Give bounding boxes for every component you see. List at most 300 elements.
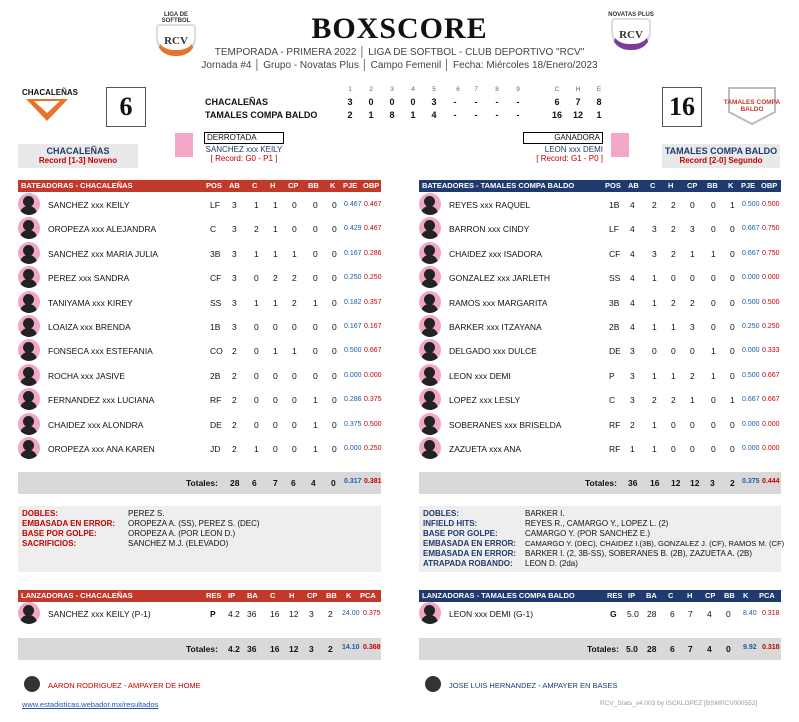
stat-cell: 0 bbox=[332, 248, 337, 259]
table-row bbox=[18, 193, 381, 217]
stat-cell: 0 bbox=[690, 419, 695, 430]
stat-cell: 2 bbox=[671, 224, 676, 235]
player-name: SOBERANES xxx BRISELDA bbox=[449, 419, 562, 430]
player-avatar-icon bbox=[419, 217, 441, 239]
stat-cell: 0.000 bbox=[742, 420, 760, 428]
stat-cell: 0 bbox=[332, 322, 337, 332]
away-team-box: CHACALEÑAS Record [1-3] Noveno bbox=[18, 144, 138, 168]
stat-cell: 3 bbox=[232, 297, 237, 308]
stat-cell: 0 bbox=[671, 273, 676, 284]
stat-cell: 0 bbox=[313, 224, 318, 235]
stat-cell: 0 bbox=[690, 273, 695, 284]
player-avatar-icon bbox=[18, 339, 40, 361]
stat-cell: 0.667 bbox=[742, 396, 760, 404]
stat-cell: 1 bbox=[652, 273, 657, 284]
stat-cell: 2B bbox=[609, 322, 620, 332]
stat-cell: 0.000 bbox=[762, 420, 780, 428]
note-value: PEREZ S. bbox=[128, 509, 165, 518]
stat-cell: 3 bbox=[232, 200, 237, 210]
stat-cell: 0 bbox=[254, 322, 259, 332]
stat-cell: 2 bbox=[630, 419, 635, 430]
player-avatar-icon bbox=[18, 413, 40, 435]
stat-cell: 3 bbox=[630, 346, 635, 357]
note-row: SACRIFICIOS: bbox=[22, 539, 77, 548]
stat-cell: 0.667 bbox=[742, 225, 760, 233]
player-name: ROCHA xxx JASIVE bbox=[48, 370, 125, 381]
stat-cell: CF bbox=[210, 273, 222, 284]
stat-cell: 2 bbox=[232, 346, 237, 357]
away-batting-totals: Totales: 28 6 7 6 4 0 0.317 0.381 bbox=[18, 472, 381, 494]
player-avatar-icon bbox=[419, 242, 441, 264]
loss-decision: DERROTADA SANCHEZ xxx KEILY [ Record: G0 - P1 ] bbox=[205, 133, 283, 163]
stat-cell: 0 bbox=[332, 273, 337, 284]
note-row: BASE POR GOLPE: bbox=[423, 529, 498, 538]
home-team-logo: TAMALES COMPA BALDO bbox=[723, 86, 781, 126]
stat-cell: 0.500 bbox=[742, 298, 760, 306]
player-avatar-icon bbox=[419, 364, 441, 386]
note-row: DOBLES: bbox=[423, 509, 459, 518]
stat-cell: 2 bbox=[292, 273, 297, 284]
stat-cell: 3B bbox=[609, 297, 620, 308]
stat-cell: 1 bbox=[671, 322, 676, 332]
stat-cell: 0 bbox=[711, 297, 716, 308]
player-avatar-icon bbox=[419, 291, 441, 313]
stat-cell: 0 bbox=[332, 370, 337, 381]
stat-cell: 2 bbox=[232, 419, 237, 430]
stat-cell: RF bbox=[210, 395, 222, 406]
stat-cell: 0 bbox=[313, 200, 318, 210]
stat-cell: 2 bbox=[671, 200, 676, 210]
table-row bbox=[18, 242, 381, 266]
note-row: EMBASADA EN ERROR: bbox=[423, 539, 517, 548]
table-row bbox=[419, 388, 782, 412]
loss-pitcher-photo bbox=[175, 133, 193, 157]
player-name: SANCHEZ xxx KEILY bbox=[48, 200, 130, 210]
home-score: 16 bbox=[662, 87, 702, 127]
away-notes bbox=[18, 506, 381, 572]
stat-cell: 2 bbox=[232, 370, 237, 381]
stat-cell: 0 bbox=[730, 322, 735, 332]
stat-cell: 0 bbox=[273, 444, 278, 454]
stat-cell: 0.500 bbox=[364, 420, 382, 428]
stat-cell: 0.167 bbox=[344, 249, 362, 257]
stat-cell: 0 bbox=[254, 419, 259, 430]
stat-cell: 1 bbox=[652, 322, 657, 332]
stat-cell: 2 bbox=[273, 273, 278, 284]
stat-cell: 0 bbox=[273, 322, 278, 332]
stat-cell: 0 bbox=[273, 370, 278, 381]
stat-cell: 0.500 bbox=[344, 347, 362, 355]
stat-cell: 0.000 bbox=[742, 347, 760, 355]
stat-cell: 1 bbox=[292, 346, 297, 357]
stat-cell: RF bbox=[609, 444, 621, 454]
player-avatar-icon bbox=[18, 315, 40, 337]
stat-cell: 0.467 bbox=[364, 225, 382, 233]
stat-cell: 0 bbox=[671, 346, 676, 357]
stat-cell: 0 bbox=[273, 419, 278, 430]
away-score: 6 bbox=[106, 87, 146, 127]
player-avatar-icon bbox=[419, 602, 441, 624]
stat-cell: 1 bbox=[273, 200, 278, 210]
player-name: CHAIDEZ xxx ISADORA bbox=[449, 248, 543, 259]
stat-cell: 0 bbox=[671, 419, 676, 430]
stat-cell: 0.000 bbox=[742, 274, 760, 282]
umpire-icon bbox=[425, 676, 441, 692]
stat-cell: 0 bbox=[254, 395, 259, 406]
note-value: LEON D. (2da) bbox=[525, 559, 578, 568]
player-name: LEON xxx DEMI bbox=[449, 370, 511, 381]
season-line: TEMPORADA - PRIMERA 2022 │ LIGA DE SOFTBOL - CLUB DEPORTIVO "RCV" bbox=[214, 47, 585, 58]
stat-cell: 3 bbox=[630, 370, 635, 381]
stat-cell: 2 bbox=[671, 395, 676, 406]
table-row bbox=[18, 339, 381, 363]
table-row bbox=[419, 364, 782, 388]
table-row bbox=[419, 291, 782, 315]
stat-cell: 0.750 bbox=[762, 225, 780, 233]
stat-cell: 0.667 bbox=[364, 347, 382, 355]
stat-cell: 0.000 bbox=[344, 371, 362, 379]
stat-cell: 0.250 bbox=[742, 323, 760, 330]
player-name: BARRON xxx CINDY bbox=[449, 224, 530, 235]
group-logo: NOVATAS PLUS RCV bbox=[605, 12, 657, 55]
stat-cell: 3 bbox=[652, 248, 657, 259]
player-avatar-icon bbox=[18, 193, 40, 215]
stat-cell: 1 bbox=[652, 297, 657, 308]
stat-cell: 1 bbox=[273, 297, 278, 308]
note-row: ATRAPADA ROBANDO: bbox=[423, 559, 513, 568]
stat-cell: 0 bbox=[332, 419, 337, 430]
stat-cell: 0.500 bbox=[742, 371, 760, 379]
stat-cell: 0.286 bbox=[364, 249, 382, 257]
stat-cell: 1 bbox=[630, 444, 635, 454]
stat-cell: 0 bbox=[690, 444, 695, 454]
stat-cell: CO bbox=[210, 346, 223, 357]
stat-cell: 2 bbox=[652, 200, 657, 210]
stat-cell: 0 bbox=[254, 370, 259, 381]
table-row bbox=[419, 437, 782, 461]
stat-cell: 4 bbox=[630, 248, 635, 259]
stat-cell: 0 bbox=[332, 444, 337, 454]
player-avatar-icon bbox=[18, 388, 40, 410]
player-avatar-icon bbox=[419, 315, 441, 337]
player-avatar-icon bbox=[419, 266, 441, 288]
stat-cell: 0.333 bbox=[762, 347, 780, 355]
stat-cell: 0.750 bbox=[762, 249, 780, 257]
stat-cell: 0 bbox=[730, 346, 735, 357]
stat-cell: 1 bbox=[313, 297, 318, 308]
stat-cell: 0.429 bbox=[344, 225, 362, 233]
stat-cell: 0.250 bbox=[364, 445, 382, 452]
stat-cell: LF bbox=[210, 200, 220, 210]
stat-cell: CF bbox=[609, 248, 621, 259]
stat-cell: 0.667 bbox=[762, 371, 780, 379]
note-value: SANCHEZ M.J. (ELEVADO) bbox=[128, 539, 229, 548]
away-pitching-totals: Totales: 4.2 36 16 12 3 2 14.10 0.368 bbox=[18, 638, 381, 660]
stat-cell: 0 bbox=[313, 273, 318, 284]
stat-cell: 0 bbox=[292, 200, 297, 210]
stat-cell: 2 bbox=[254, 224, 259, 235]
stat-cell: C bbox=[210, 224, 217, 235]
player-name: SANCHEZ xxx MARIA JULIA bbox=[48, 248, 159, 259]
stat-cell: 0.000 bbox=[762, 274, 780, 282]
stat-cell: 0.357 bbox=[364, 298, 382, 306]
stat-cell: 0 bbox=[730, 419, 735, 430]
stat-cell: 0 bbox=[730, 444, 735, 454]
player-avatar-icon bbox=[419, 388, 441, 410]
stat-cell: 3 bbox=[232, 273, 237, 284]
player-name: LOAIZA xxx BRENDA bbox=[48, 322, 131, 332]
stat-cell: 0 bbox=[711, 273, 716, 284]
stat-cell: 1 bbox=[671, 370, 676, 381]
player-avatar-icon bbox=[18, 242, 40, 264]
stat-cell: 1 bbox=[652, 444, 657, 454]
table-row: SANCHEZ xxx KEILY (P-1) P 4.2 36 16 12 3 2 24.00 0.375 bbox=[18, 602, 381, 626]
away-pitching-header: LANZADORAS - CHACALEÑAS RES IP BA C H CP BB K PCA bbox=[18, 590, 381, 602]
note-row: EMBASADA EN ERROR: bbox=[423, 549, 517, 558]
table-row bbox=[419, 193, 782, 217]
league-logo: LIGA DE SOFTBOL RCV bbox=[150, 12, 202, 61]
stat-cell: 3 bbox=[690, 322, 695, 332]
stat-cell: 0 bbox=[730, 370, 735, 381]
stat-cell: 2 bbox=[671, 297, 676, 308]
stat-cell: 0 bbox=[730, 273, 735, 284]
stat-cell: 0 bbox=[254, 273, 259, 284]
stat-cell: 1 bbox=[313, 395, 318, 406]
stat-cell: 2 bbox=[652, 395, 657, 406]
stat-cell: 0.500 bbox=[762, 298, 780, 306]
stat-cell: 2 bbox=[690, 370, 695, 381]
player-avatar-icon bbox=[419, 437, 441, 459]
stat-cell: 1B bbox=[210, 322, 221, 332]
stat-cell: 0 bbox=[711, 395, 716, 406]
table-row bbox=[18, 266, 381, 290]
stat-cell: 0.250 bbox=[364, 274, 382, 282]
stat-cell: 1 bbox=[711, 248, 716, 259]
home-batting-header: BATEADORES - TAMALES COMPA BALDO POS AB C H CP BB K PJE OBP bbox=[419, 180, 781, 192]
umpire-icon bbox=[24, 676, 40, 692]
stat-cell: 4 bbox=[630, 297, 635, 308]
note-row: BASE POR GOLPE: bbox=[22, 529, 97, 538]
player-name: ZAZUETA xxx ANA bbox=[449, 444, 522, 454]
table-row bbox=[18, 291, 381, 315]
win-pitcher-photo bbox=[611, 133, 629, 157]
stat-cell: 0.000 bbox=[742, 445, 760, 452]
note-value: CAMARGO Y. (DEC), CHAIDEZ I.(3B), GONZALEZ J. (CF), RAMOS M. (CF) bbox=[525, 539, 785, 548]
stat-cell: 1 bbox=[254, 297, 259, 308]
player-name: BARKER xxx ITZAYANA bbox=[449, 322, 542, 332]
note-value: BARKER I. (2, 3B-SS), SOBERANES B. (2B), ZAZUETA A. (2B) bbox=[525, 549, 753, 558]
table-row bbox=[18, 217, 381, 241]
stat-cell: 0 bbox=[671, 444, 676, 454]
player-name: FERNANDEZ xxx LUCIANA bbox=[48, 395, 155, 406]
stat-cell: 0 bbox=[690, 200, 695, 210]
stat-cell: 0 bbox=[292, 444, 297, 454]
stat-cell: 1 bbox=[711, 346, 716, 357]
stat-cell: 1 bbox=[273, 224, 278, 235]
note-value: CAMARGO Y. (POR SANCHEZ E.) bbox=[525, 529, 651, 538]
stat-cell: C bbox=[609, 395, 616, 406]
note-value: BARKER I. bbox=[525, 509, 565, 518]
stat-cell: RF bbox=[609, 419, 621, 430]
stat-cell: 1 bbox=[254, 248, 259, 259]
bases-umpire: JOSE LUIS HERNANDEZ - AMPAYER EN BASES bbox=[449, 681, 618, 690]
player-avatar-icon bbox=[18, 364, 40, 386]
stat-cell: 1 bbox=[730, 395, 735, 406]
home-team-box: TAMALES COMPA BALDO Record [2-0] Segundo bbox=[662, 144, 780, 168]
table-row bbox=[419, 413, 782, 437]
stat-cell: 0 bbox=[711, 224, 716, 235]
stat-cell: 1 bbox=[652, 419, 657, 430]
stat-cell: 0.286 bbox=[344, 396, 362, 404]
note-row: INFIELD HITS: bbox=[423, 519, 478, 528]
stat-cell: 1 bbox=[711, 370, 716, 381]
stat-cell: 3 bbox=[232, 322, 237, 332]
table-row bbox=[18, 388, 381, 412]
stat-cell: 0 bbox=[332, 395, 337, 406]
home-pitching-totals: Totales: 5.0 28 6 7 4 0 9.92 0.318 bbox=[419, 638, 781, 660]
stat-cell: 2 bbox=[232, 444, 237, 454]
stat-cell: 0.500 bbox=[742, 201, 760, 208]
stat-cell: 0 bbox=[292, 395, 297, 406]
stat-cell: 0 bbox=[690, 346, 695, 357]
home-pitching-header: LANZADORAS - TAMALES COMPA BALDO RES IP BA C H CP BB K PCA bbox=[419, 590, 781, 602]
version-text: RCV_Stats_v4.003 by ISCKLOPEZ [BSMRCV000552] bbox=[600, 700, 758, 707]
note-value: OROPEZA A. (SS), PEREZ S. (DEC) bbox=[128, 519, 260, 528]
stat-cell: 4 bbox=[630, 200, 635, 210]
stat-cell: 0.182 bbox=[344, 298, 362, 306]
stat-cell: 0 bbox=[730, 248, 735, 259]
player-name: PEREZ xxx SANDRA bbox=[48, 273, 130, 284]
stat-cell: 0 bbox=[711, 444, 716, 454]
stat-cell: 0 bbox=[313, 346, 318, 357]
stat-cell: 1 bbox=[313, 419, 318, 430]
stat-cell: 0.375 bbox=[364, 396, 382, 404]
stat-cell: 0.467 bbox=[364, 201, 382, 208]
stat-cell: 1 bbox=[730, 200, 735, 210]
stat-cell: 1 bbox=[273, 346, 278, 357]
note-row: EMBASADA EN ERROR: bbox=[22, 519, 116, 528]
stat-cell: 0.667 bbox=[762, 396, 780, 404]
player-name: RAMOS xxx MARGARITA bbox=[449, 297, 548, 308]
stat-cell: 0.000 bbox=[762, 445, 780, 452]
home-batting-totals: Totales: 36 16 12 12 3 2 0.375 0.444 bbox=[419, 472, 781, 494]
stat-cell: 3 bbox=[652, 224, 657, 235]
stat-cell: 0 bbox=[292, 370, 297, 381]
table-row bbox=[419, 266, 782, 290]
stat-cell: 2B bbox=[210, 370, 221, 381]
stat-cell: P bbox=[609, 370, 615, 381]
player-avatar-icon bbox=[419, 339, 441, 361]
player-name: GONZALEZ xxx JARLETH bbox=[449, 273, 551, 284]
stat-cell: 0 bbox=[313, 248, 318, 259]
stat-cell: 0.000 bbox=[364, 371, 382, 379]
stat-cell: 0.375 bbox=[344, 420, 362, 428]
table-row bbox=[419, 242, 782, 266]
table-row bbox=[419, 217, 782, 241]
stat-cell: 0 bbox=[254, 346, 259, 357]
player-avatar-icon bbox=[419, 413, 441, 435]
player-name: LOPEZ xxx LESLY bbox=[449, 395, 521, 406]
stat-cell: 0 bbox=[730, 297, 735, 308]
stat-cell: 1B bbox=[609, 200, 620, 210]
stat-cell: 3 bbox=[690, 224, 695, 235]
stat-cell: 0.500 bbox=[762, 201, 780, 208]
win-decision: GANADORA LEON xxx DEMI [ Record: G1 - P0 ] bbox=[523, 132, 603, 163]
table-row bbox=[18, 315, 381, 339]
player-avatar-icon bbox=[419, 193, 441, 215]
stat-cell: 2 bbox=[671, 248, 676, 259]
stat-cell: 0 bbox=[332, 200, 337, 210]
stat-cell: 3 bbox=[630, 395, 635, 406]
stat-cell: 0.667 bbox=[742, 249, 760, 257]
stat-cell: 0 bbox=[711, 322, 716, 332]
stat-cell: 0.250 bbox=[762, 323, 780, 330]
home-umpire: AARON RODRIGUEZ - AMPAYER DE HOME bbox=[48, 681, 201, 690]
player-name: CHAIDEZ xxx ALONDRA bbox=[48, 419, 144, 430]
chevron-icon bbox=[24, 97, 70, 123]
player-avatar-icon bbox=[18, 291, 40, 313]
stat-cell: 0.167 bbox=[344, 323, 362, 330]
game-info-line: Jornada #4 │ Grupo - Novatas Plus │ Campo Femenil │ Fecha: Miércoles 18/Enero/2023 bbox=[201, 60, 598, 71]
player-avatar-icon bbox=[18, 266, 40, 288]
stat-cell: 4 bbox=[630, 224, 635, 235]
stat-cell: 0 bbox=[292, 322, 297, 332]
stat-cell: 1 bbox=[273, 248, 278, 259]
player-avatar-icon bbox=[18, 217, 40, 239]
stat-cell: 1 bbox=[313, 444, 318, 454]
note-row: DOBLES: bbox=[22, 509, 58, 518]
stat-cell: 0 bbox=[711, 419, 716, 430]
table-row bbox=[419, 315, 782, 339]
stat-cell: SS bbox=[609, 273, 621, 284]
stat-cell: 0 bbox=[313, 370, 318, 381]
stat-cell: 0 bbox=[332, 224, 337, 235]
stat-cell: LF bbox=[609, 224, 619, 235]
note-value: OROPEZA A. (POR LEON D.) bbox=[128, 529, 236, 538]
stat-cell: 0 bbox=[313, 322, 318, 332]
player-name: DELGADO xxx DULCE bbox=[449, 346, 537, 357]
table-row bbox=[419, 339, 782, 363]
table-row bbox=[18, 413, 381, 437]
stat-cell: 0.000 bbox=[344, 445, 362, 452]
stat-cell: JD bbox=[210, 444, 221, 454]
stat-cell: 3B bbox=[210, 248, 221, 259]
stat-cell: 4 bbox=[630, 322, 635, 332]
stat-cell: 3 bbox=[232, 248, 237, 259]
results-link[interactable]: www.estadisticas.webador.mx/resultados bbox=[22, 700, 159, 709]
page-title: BOXSCORE bbox=[311, 12, 488, 45]
stat-cell: 1 bbox=[690, 248, 695, 259]
table-row: LEON xxx DEMI (G-1) G 5.0 28 6 7 4 0 8.40 0.318 bbox=[419, 602, 781, 626]
stat-cell: 0 bbox=[292, 419, 297, 430]
stat-cell: 1 bbox=[254, 200, 259, 210]
stat-cell: 0.467 bbox=[344, 201, 362, 208]
stat-cell: DE bbox=[210, 419, 222, 430]
stat-cell: 0 bbox=[711, 200, 716, 210]
player-name: REYES xxx RAQUEL bbox=[449, 200, 531, 210]
stat-cell: DE bbox=[609, 346, 621, 357]
player-avatar-icon bbox=[18, 602, 40, 624]
home-notes bbox=[419, 506, 785, 572]
away-batting-header: BATEADORAS - CHACALEÑAS POS AB C H CP BB K PJE OBP bbox=[18, 180, 381, 192]
stat-cell: 1 bbox=[292, 248, 297, 259]
stat-cell: 1 bbox=[254, 444, 259, 454]
stat-cell: 2 bbox=[292, 297, 297, 308]
stat-cell: 0.167 bbox=[364, 323, 382, 330]
table-row bbox=[18, 364, 381, 388]
player-name: OROPEZA xxx ALEJANDRA bbox=[48, 224, 157, 235]
stat-cell: 0 bbox=[332, 346, 337, 357]
